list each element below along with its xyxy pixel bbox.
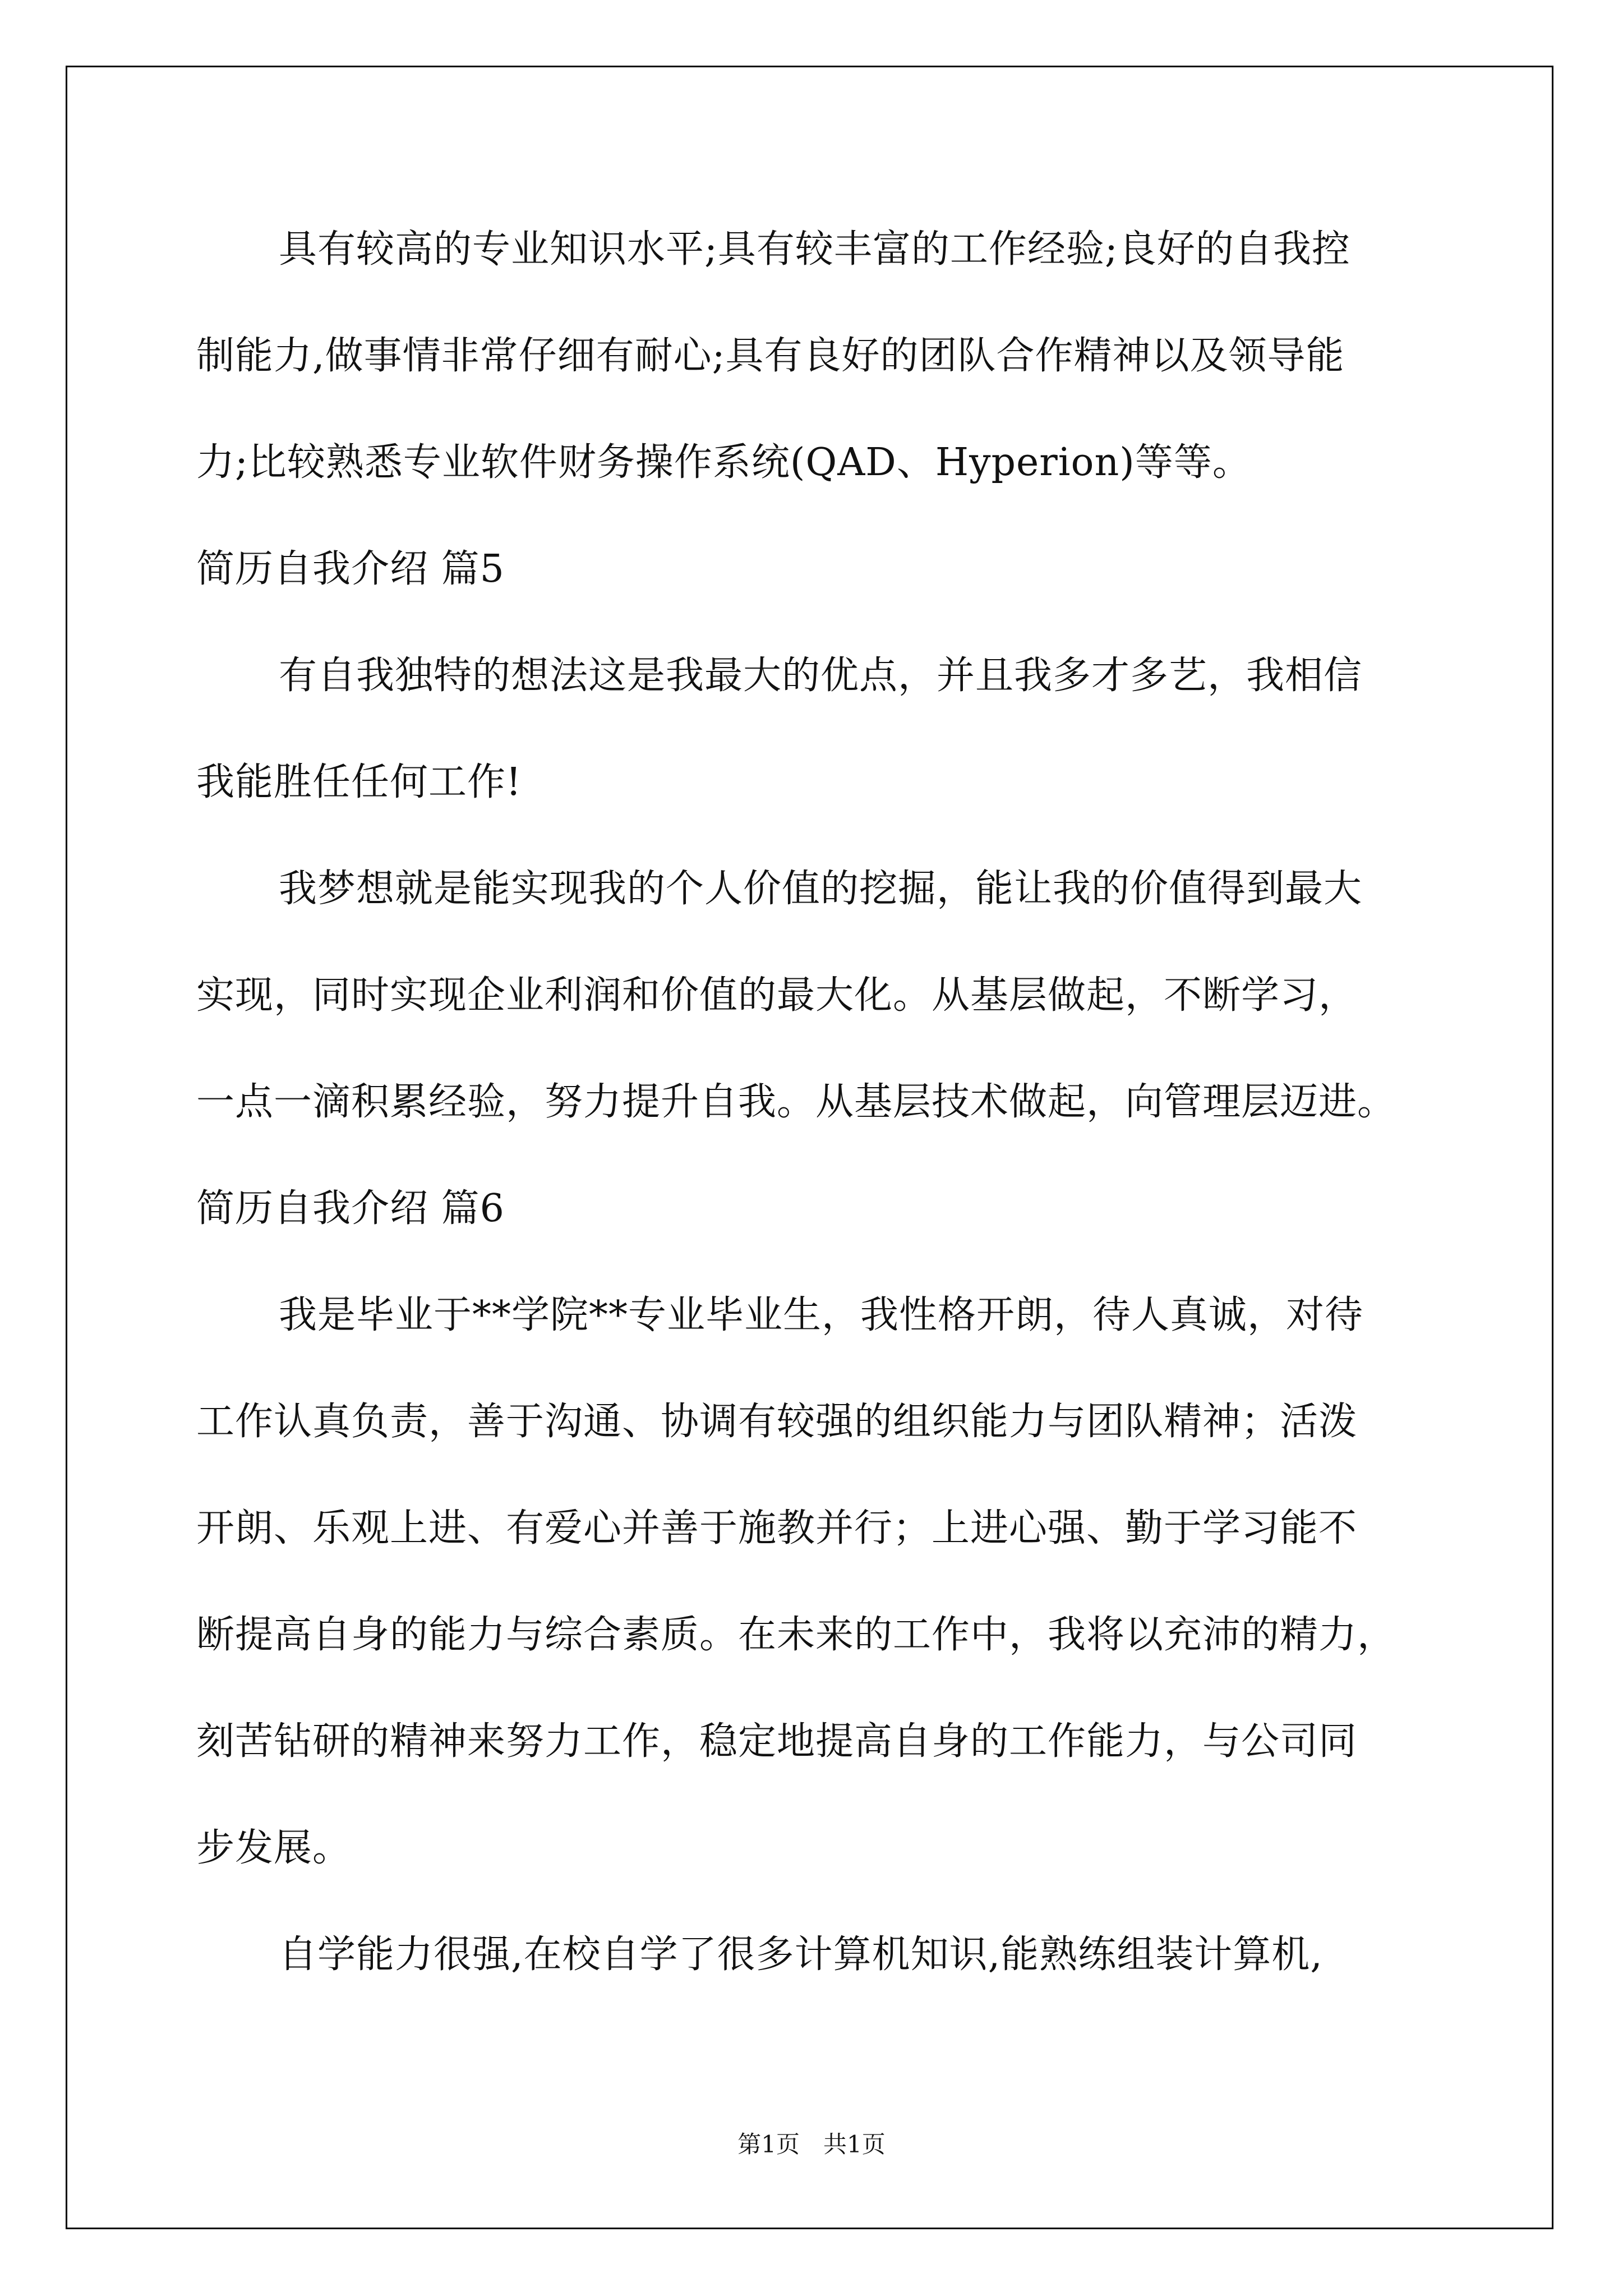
page-border [66,66,1553,2229]
paragraph-line: 有自我独特的想法这是我最大的优点，并且我多才多艺，我相信 [279,654,1363,698]
paragraph-line: 一点一滴积累经验，努力提升自我。从基层技术做起，向管理层迈进。 [196,1080,1396,1124]
page-footer: 第1页 共1页 [737,2131,886,2158]
paragraph-line: 我能胜任任何工作! [196,760,522,804]
paragraph-line: 制能力,做事情非常仔细有耐心;具有良好的团队合作精神以及领导能 [196,334,1345,378]
paragraph-line: 步发展。 [196,1826,352,1870]
section-heading: 简历自我介绍 篇5 [196,547,505,591]
paragraph-line: 刻苦钻研的精神来努力工作，稳定地提高自身的工作能力，与公司同 [196,1719,1358,1764]
paragraph-line: 自学能力很强,在校自学了很多计算机知识,能熟练组装计算机, [279,1932,1323,1977]
paragraph-line: 具有较高的专业知识水平;具有较丰富的工作经验;良好的自我控 [279,227,1350,272]
paragraph-line: 我梦想就是能实现我的个人价值的挖掘，能让我的价值得到最大 [279,867,1363,911]
paragraph-line: 我是毕业于**学院**专业毕业生，我性格开朗，待人真诚，对待 [279,1293,1364,1337]
paragraph-line: 断提高自身的能力与综合素质。在未来的工作中，我将以充沛的精力， [196,1613,1396,1657]
paragraph-line: 实现，同时实现企业利润和价值的最大化。从基层做起，不断学习， [196,973,1358,1018]
paragraph-line: 力;比较熟悉专业软件财务操作系统(QAD、Hyperion)等等。 [196,440,1251,485]
section-heading: 简历自我介绍 篇6 [196,1186,505,1231]
paragraph-line: 工作认真负责，善于沟通、协调有较强的组织能力与团队精神；活泼 [196,1400,1358,1444]
paragraph-line: 开朗、乐观上进、有爱心并善于施教并行；上进心强、勤于学习能不 [196,1506,1358,1550]
